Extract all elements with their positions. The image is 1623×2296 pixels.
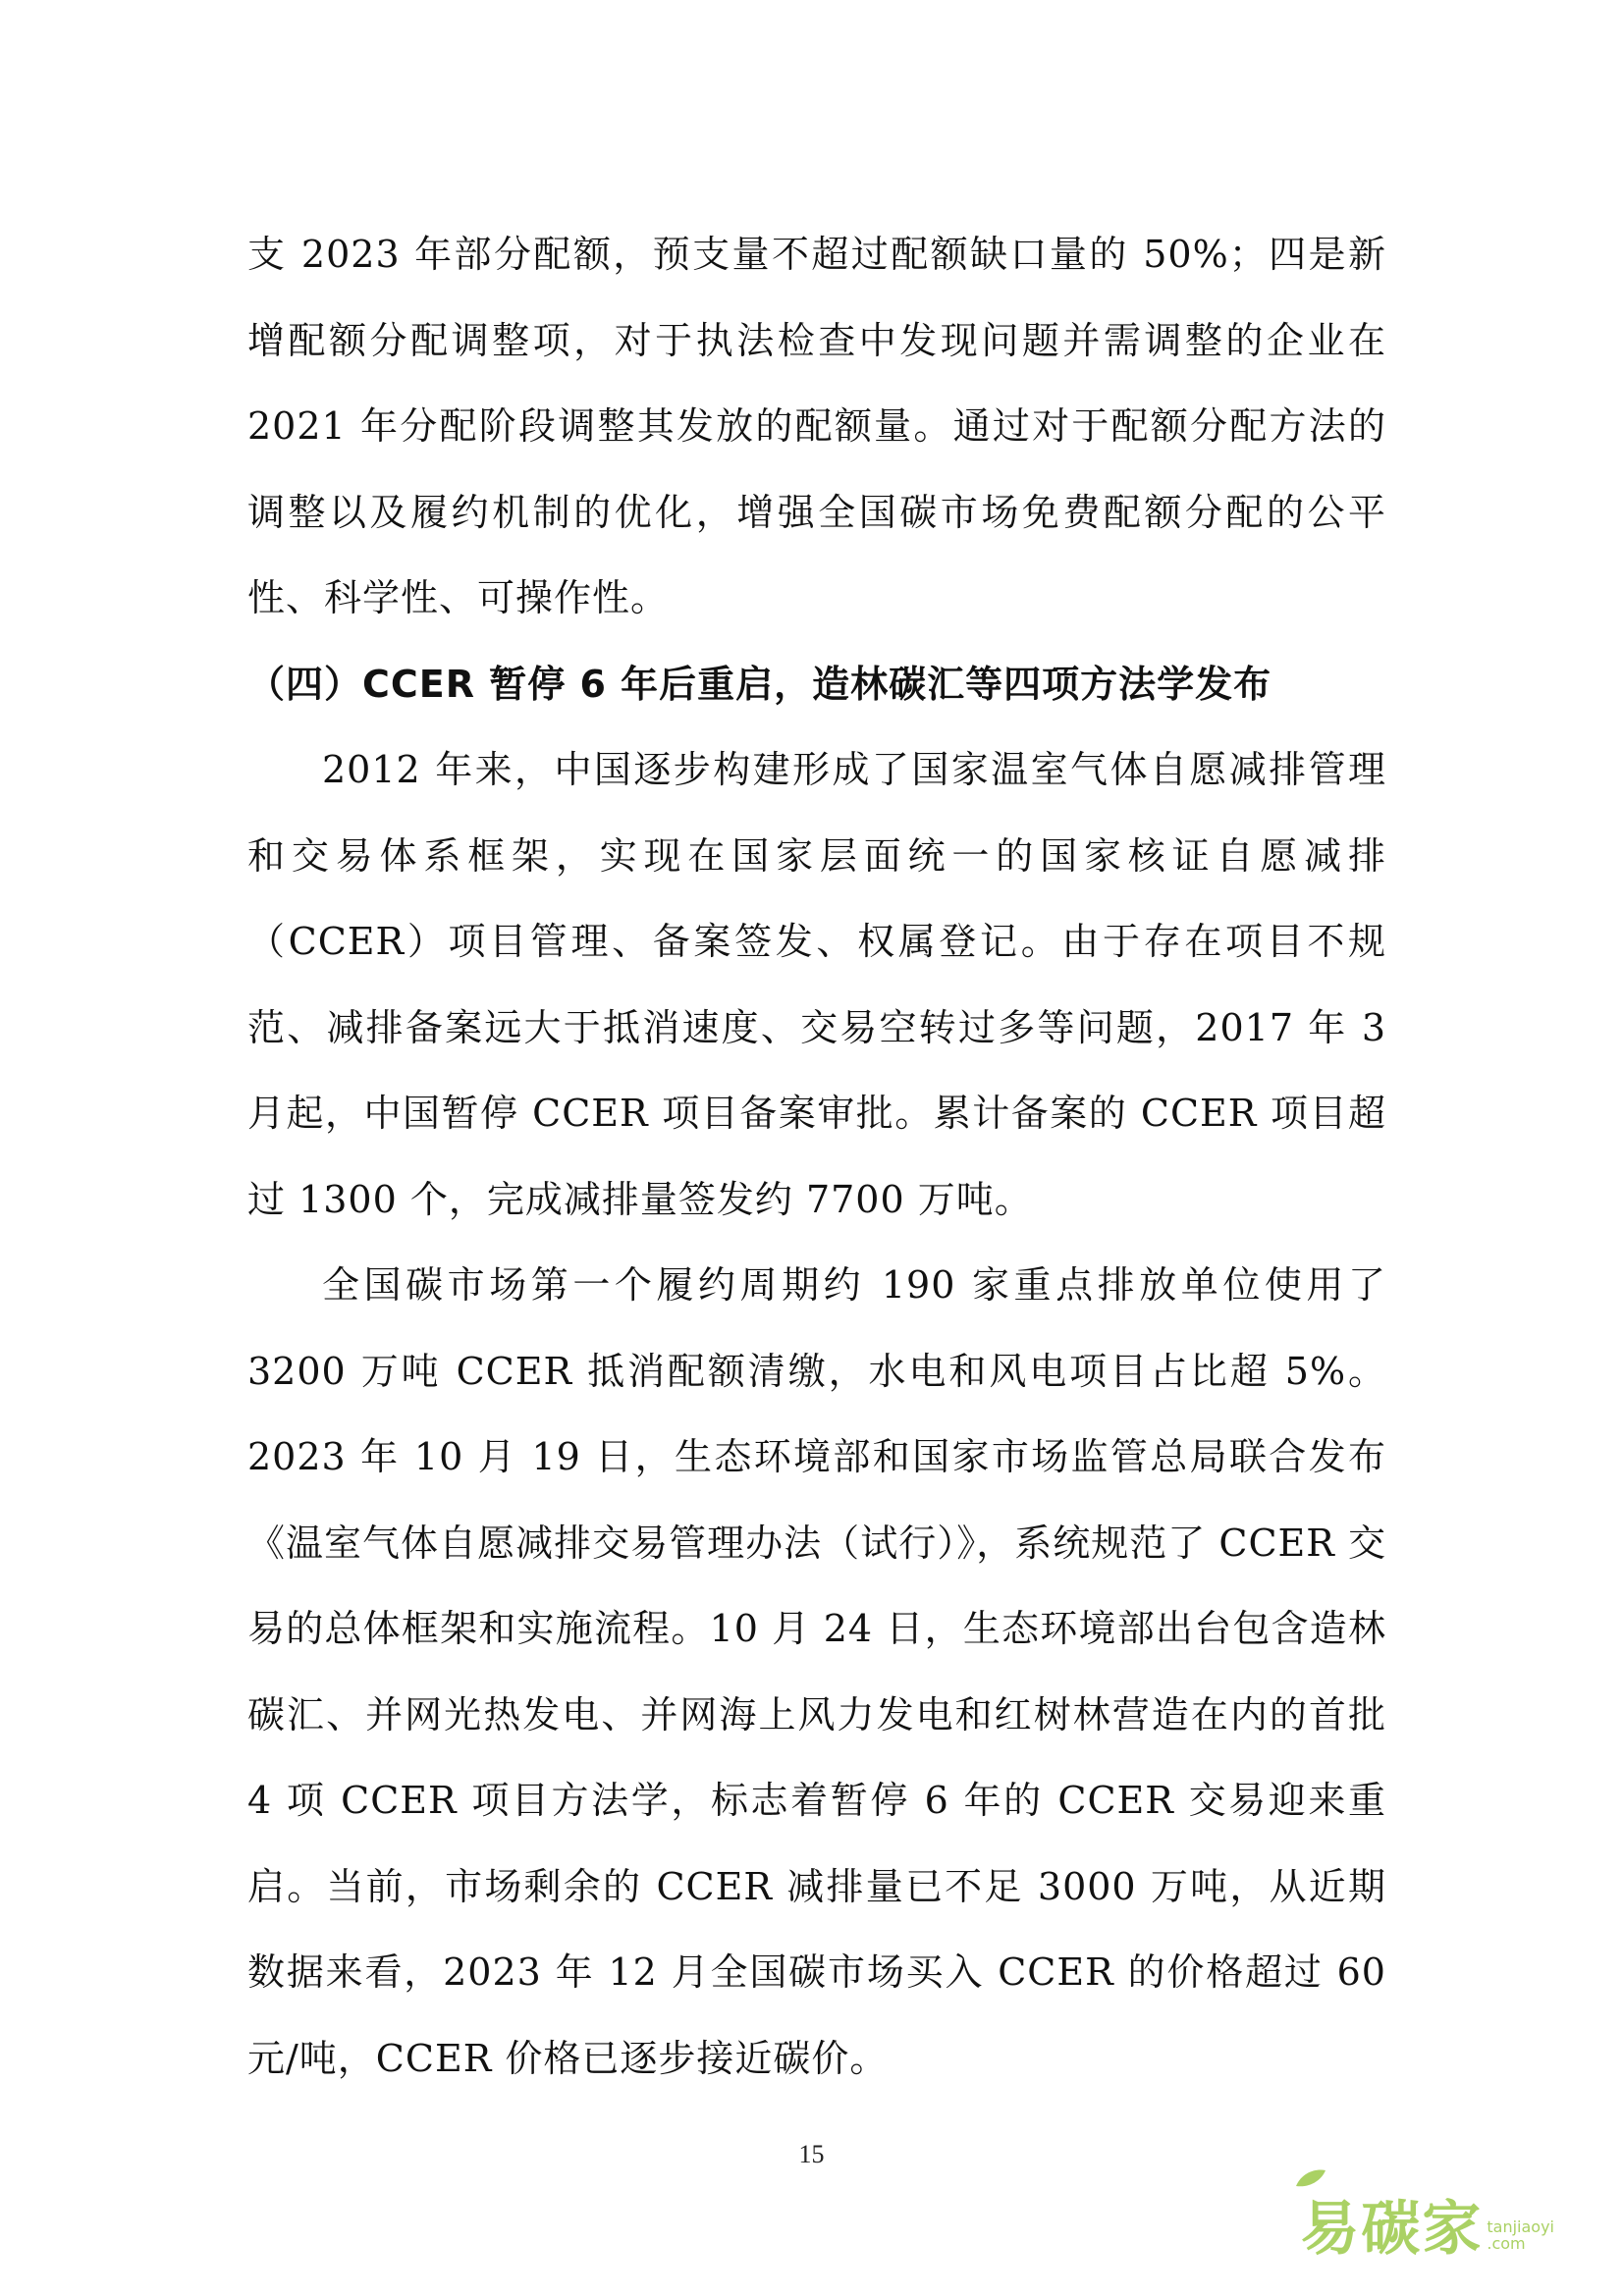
watermark-domain-line1: tanjiaoyi	[1487, 2216, 1554, 2236]
paragraph-allocation-continued: 支 2023 年部分配额，预支量不超过配额缺口量的 50%；四是新增配额分配调整项，对于执法检查中发现问题并需调整的企业在 2021 年分配阶段调整其发放的配额量。通过对于配额分配方法的调整以及履约机制的优化，增强全国碳市场免费配额分配的公平性、科学性、可操作性。	[247, 233, 1386, 619]
paragraph-ccer-history: 2012 年来，中国逐步构建形成了国家温室气体自愿减排管理和交易体系框架，实现在国家层面统一的国家核证自愿减排（CCER）项目管理、备案签发、权属登记。由于存在项目不规范、减排备案远大于抵消速度、交易空转过多等问题，2017 年 3 月起，中国暂停 CCER 项目备案审批。累计备案的 CCER 项目超过 1300 个，完成减排量签发约 7700 万吨。	[247, 748, 1386, 1221]
watermark-domain	[1487, 2218, 1554, 2253]
watermark-logo-mark	[1300, 2182, 1483, 2267]
watermark-logo	[1300, 2182, 1554, 2267]
paragraph-ccer-restart: 全国碳市场第一个履约周期约 190 家重点排放单位使用了 3200 万吨 CCER 抵消配额清缴，水电和风电项目占比超 5%。2023 年 10 月 19 日，生态环境部和国家市场监管总局联合发布《温室气体自愿减排交易管理办法（试行）》，系统规范了 CCER 交易的总体框架和实施流程。10 月 24 日，生态环境部出台包含造林碳汇、并网光热发电、并网海上风力发电和红树林营造在内的首批 4 项 CCER 项目方法学，标志着暂停 6 年的 CCER 交易迎来重启。当前，市场剩余的 CCER 减排量已不足 3000 万吨，从近期数据来看，2023 年 12 月全国碳市场买入 CCER 的价格超过 60 元/吨，CCER 价格已逐步接近碳价。	[247, 1263, 1386, 2080]
leaf-icon	[1294, 2168, 1327, 2188]
watermark-domain-line2: .com	[1487, 2234, 1526, 2254]
document-body	[247, 212, 1386, 2102]
page-number: 15	[798, 2140, 825, 2168]
section-heading: （四）CCER 暂停 6 年后重启，造林碳汇等四项方法学发布	[247, 662, 1272, 706]
watermark-logo-text: 易碳家	[1300, 2195, 1484, 2264]
